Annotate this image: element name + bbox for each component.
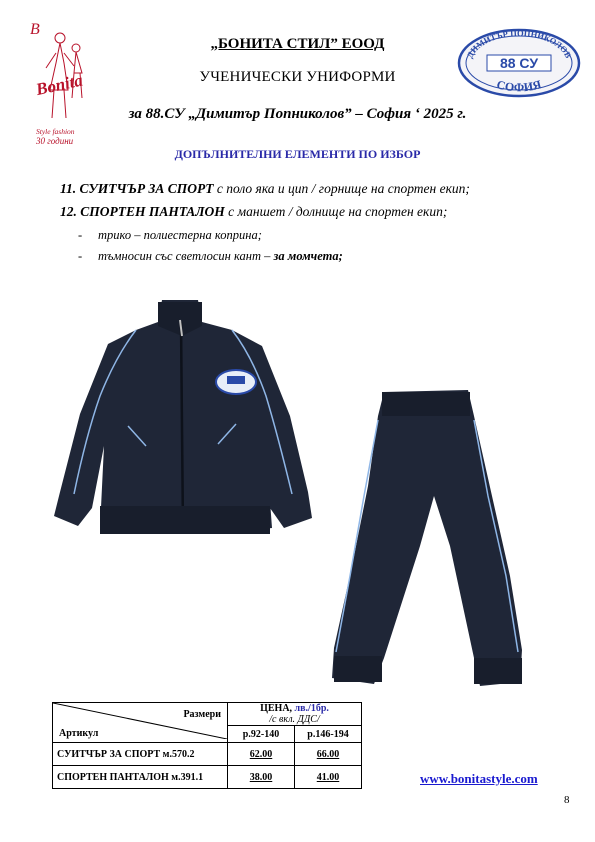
article-label: Артикул xyxy=(59,728,99,739)
article-name: СПОРТЕН ПАНТАЛОН м.391.1 xyxy=(53,766,228,789)
bullet-bold: за момчета; xyxy=(273,249,343,263)
logo-letter: B xyxy=(30,21,40,38)
size-col-header: р.146-194 xyxy=(295,726,362,743)
item-number: 12. xyxy=(60,204,77,219)
seal-top-text: ДИМИТЪР ПОПНИКОЛОВ xyxy=(464,28,574,60)
sizes-label: Размери xyxy=(183,709,221,720)
seal-bottom-text: СОФИЯ xyxy=(495,77,543,95)
school-line: за 88.СУ „Димитър Попниколов” – София ‘ 2025 г. xyxy=(128,106,467,122)
item-desc: с маншет / долнище на спортен екип; xyxy=(228,204,448,219)
price-cell: 41.00 xyxy=(295,766,362,789)
logo-brand: Bonita xyxy=(34,70,85,100)
bullet-text: трико – полиестерна коприна; xyxy=(98,228,262,242)
item-number: 11. xyxy=(60,181,77,196)
vat-label: /с вкл. ДДС/ xyxy=(269,714,320,725)
school-seal xyxy=(457,28,581,98)
section-title: ДОПЪЛНИТЕЛНИ ЕЛЕМЕНТИ ПО ИЗБОР xyxy=(174,147,421,161)
seal-center-text: 88 СУ xyxy=(499,55,539,71)
price-cell: 66.00 xyxy=(295,743,362,766)
document-subtitle: УЧЕНИЧЕСКИ УНИФОРМИ xyxy=(199,69,396,85)
bullet-fabric: - трико – полиестерна коприна; xyxy=(78,228,262,242)
price-table xyxy=(52,702,362,789)
item-12 xyxy=(60,204,447,220)
item-name: СПОРТЕН ПАНТАЛОН xyxy=(80,204,225,219)
logo-years: 30 години xyxy=(36,136,74,146)
item-11 xyxy=(60,181,470,197)
price-header xyxy=(228,703,362,726)
currency-label: лв./1бр. xyxy=(294,703,329,714)
page-number: 8 xyxy=(564,794,570,806)
table-row xyxy=(53,743,362,766)
item-name: СУИТЧЪР ЗА СПОРТ xyxy=(79,181,214,196)
item-desc: с поло яка и цип / горнище на спортен екип; xyxy=(216,181,470,196)
table-corner-header xyxy=(53,703,228,743)
price-cell: 62.00 xyxy=(228,743,295,766)
sport-pants-image xyxy=(324,386,534,692)
bullet-color: - тъмносин със светлосин кант – за момчета; xyxy=(78,249,343,263)
size-col-header: р.92-140 xyxy=(228,726,295,743)
price-cell: 38.00 xyxy=(228,766,295,789)
table-row xyxy=(53,766,362,789)
website-link[interactable]: www.bonitastyle.com xyxy=(420,771,538,786)
sport-jacket-image xyxy=(46,296,320,548)
bullet-text: тъмносин със светлосин кант – xyxy=(98,249,274,263)
price-label: ЦЕНА, xyxy=(260,703,293,714)
article-name: СУИТЧЪР ЗА СПОРТ м.570.2 xyxy=(53,743,228,766)
company-name: „БОНИТА СТИЛ” ЕООД xyxy=(210,36,385,52)
logo-tagline: Style fashion xyxy=(36,127,75,136)
